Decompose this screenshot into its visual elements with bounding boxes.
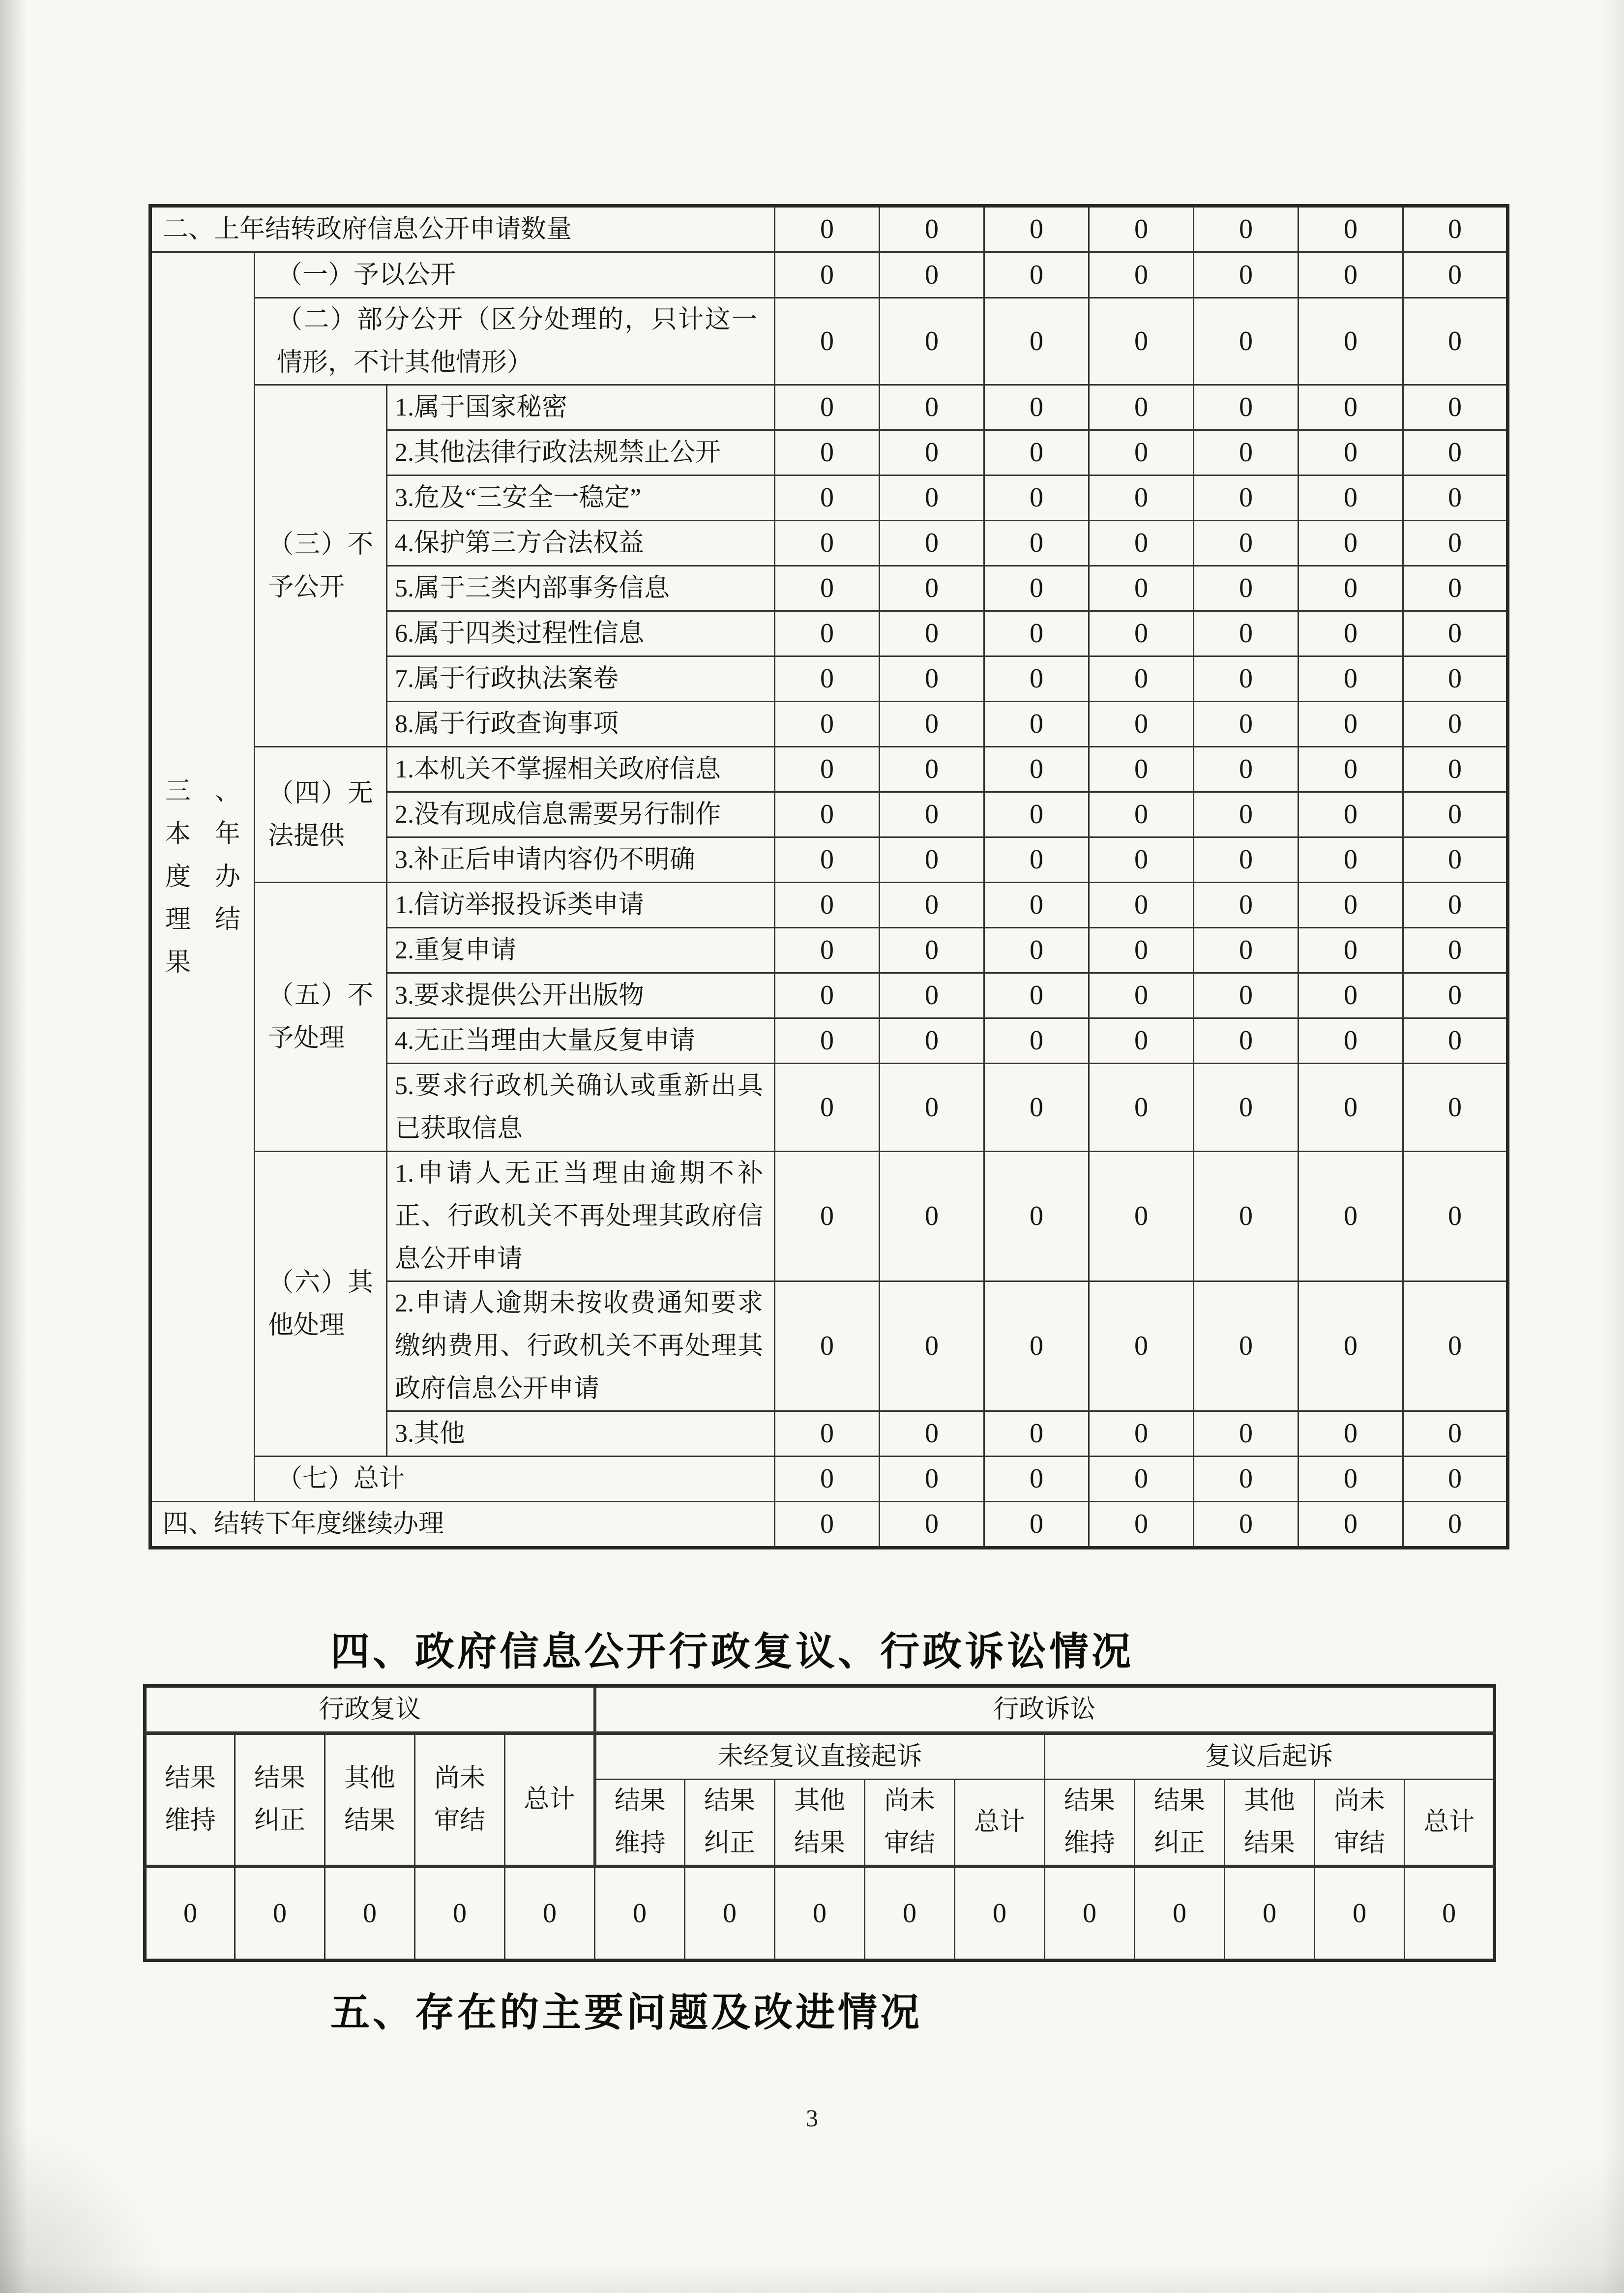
value-cell: 0: [1089, 521, 1194, 566]
column-header: 尚未审结: [1315, 1780, 1405, 1867]
value-cell: 0: [880, 837, 984, 883]
value-cell: 0: [145, 1867, 235, 1961]
value-cell: 0: [880, 611, 984, 656]
section5-heading: 五、存在的主要问题及改进情况: [330, 1991, 922, 2034]
value-cell: 0: [955, 1867, 1045, 1961]
value-cell: 0: [1403, 1152, 1508, 1281]
value-cell: 0: [880, 792, 984, 837]
value-cell: 0: [235, 1867, 325, 1961]
sub-item-label: 1.信访举报投诉类申请: [387, 883, 775, 928]
value-cell: 0: [775, 973, 880, 1018]
value-cell: 0: [984, 1152, 1089, 1281]
column-header: 结果纠正: [685, 1780, 775, 1867]
value-cell: 0: [775, 252, 880, 298]
review-litigation-table: [143, 1684, 1496, 1962]
value-cell: 0: [775, 521, 880, 566]
sub-item-label: 6.属于四类过程性信息: [387, 611, 775, 656]
table-row: [150, 298, 1508, 385]
value-cell: 0: [595, 1867, 685, 1961]
value-cell: 0: [775, 1281, 880, 1411]
value-cell: 0: [984, 702, 1089, 747]
column-header: 结果维持: [595, 1780, 685, 1867]
value-cell: 0: [880, 476, 984, 521]
value-cell: 0: [775, 566, 880, 611]
value-cell: 0: [1403, 476, 1508, 521]
value-cell: 0: [1194, 252, 1299, 298]
value-cell: 0: [1299, 928, 1403, 973]
value-cell: 0: [1299, 1152, 1403, 1281]
value-cell: 0: [1403, 702, 1508, 747]
column-header: 结果纠正: [1135, 1780, 1225, 1867]
table-row: [150, 385, 1508, 430]
value-cell: 0: [1299, 521, 1403, 566]
table-row: [150, 1502, 1508, 1548]
value-cell: 0: [880, 385, 984, 430]
value-cell: 0: [880, 298, 984, 385]
value-cell: 0: [880, 1152, 984, 1281]
value-cell: 0: [1194, 298, 1299, 385]
value-cell: 0: [325, 1867, 415, 1961]
sub-item-label: 1.本机关不掌握相关政府信息: [387, 747, 775, 792]
value-cell: 0: [1089, 1457, 1194, 1502]
value-cell: 0: [880, 1064, 984, 1152]
value-cell: 0: [1089, 1502, 1194, 1548]
value-cell: 0: [1194, 1502, 1299, 1548]
value-cell: 0: [880, 1502, 984, 1548]
value-cell: 0: [1089, 385, 1194, 430]
value-cell: 0: [1299, 747, 1403, 792]
value-cell: 0: [1403, 1411, 1508, 1457]
value-cell: 0: [775, 747, 880, 792]
header-post-review-suit: 复议后起诉: [1045, 1733, 1495, 1780]
value-cell: 0: [1403, 883, 1508, 928]
value-cell: 0: [1315, 1867, 1405, 1961]
value-cell: 0: [1403, 656, 1508, 702]
value-cell: 0: [1299, 1018, 1403, 1064]
row-label-next-carryover: 四、结转下年度继续办理: [150, 1502, 775, 1548]
table-row: [150, 1457, 1508, 1502]
group-label-rejected: （五）不予处理: [255, 883, 387, 1152]
table-row: [150, 206, 1508, 252]
value-cell: 0: [1299, 298, 1403, 385]
column-header: 结果维持: [1045, 1780, 1135, 1867]
group-label-unable: （四）无法提供: [255, 747, 387, 883]
value-cell: 0: [984, 566, 1089, 611]
value-cell: 0: [880, 747, 984, 792]
page-number: 3: [806, 2104, 818, 2132]
value-cell: 0: [984, 792, 1089, 837]
value-cell: 0: [775, 1152, 880, 1281]
value-cell: 0: [775, 611, 880, 656]
value-cell: 0: [1194, 837, 1299, 883]
value-cell: 0: [1089, 206, 1194, 252]
value-cell: 0: [1089, 1018, 1194, 1064]
column-header: 总计: [955, 1780, 1045, 1867]
value-cell: 0: [1194, 1018, 1299, 1064]
value-cell: 0: [1403, 837, 1508, 883]
value-cell: 0: [1299, 1457, 1403, 1502]
value-cell: 0: [984, 430, 1089, 476]
value-cell: 0: [865, 1867, 955, 1961]
value-cell: 0: [1194, 1152, 1299, 1281]
value-cell: 0: [1299, 656, 1403, 702]
value-cell: 0: [1194, 611, 1299, 656]
value-cell: 0: [1194, 747, 1299, 792]
value-cell: 0: [775, 656, 880, 702]
value-cell: 0: [1089, 973, 1194, 1018]
value-cell: 0: [984, 883, 1089, 928]
value-cell: 0: [1194, 206, 1299, 252]
table-row: [150, 747, 1508, 792]
sub-item-label: 2.申请人逾期未按收费通知要求缴纳费用、行政机关不再处理其政府信息公开申请: [387, 1281, 775, 1411]
value-cell: 0: [880, 702, 984, 747]
value-cell: 0: [880, 1411, 984, 1457]
sub-item-label: 3.危及“三安全一稳定”: [387, 476, 775, 521]
value-cell: 0: [1403, 611, 1508, 656]
column-header: 其他结果: [1225, 1780, 1315, 1867]
value-cell: 0: [880, 430, 984, 476]
value-cell: 0: [1194, 973, 1299, 1018]
value-cell: 0: [1194, 928, 1299, 973]
value-cell: 0: [1403, 206, 1508, 252]
value-cell: 0: [1089, 252, 1194, 298]
row-label-granted: （一）予以公开: [255, 252, 775, 298]
value-cell: 0: [775, 385, 880, 430]
value-cell: 0: [1194, 566, 1299, 611]
value-cell: 0: [1403, 928, 1508, 973]
value-cell: 0: [775, 298, 880, 385]
value-cell: 0: [775, 430, 880, 476]
table-header-row: [145, 1686, 1495, 1733]
value-cell: 0: [984, 656, 1089, 702]
value-cell: 0: [1194, 430, 1299, 476]
sub-item-label: 5.要求行政机关确认或重新出具已获取信息: [387, 1064, 775, 1152]
value-cell: 0: [1194, 656, 1299, 702]
value-cell: 0: [984, 521, 1089, 566]
value-cell: 0: [1299, 252, 1403, 298]
value-cell: 0: [775, 702, 880, 747]
value-cell: 0: [1089, 747, 1194, 792]
value-cell: 0: [1089, 883, 1194, 928]
group-label-annual-results: 三、本年度办理结果: [150, 252, 255, 1502]
value-cell: 0: [1299, 1411, 1403, 1457]
value-cell: 0: [1299, 973, 1403, 1018]
value-cell: 0: [1299, 883, 1403, 928]
sub-item-label: 2.重复申请: [387, 928, 775, 973]
value-cell: 0: [880, 521, 984, 566]
value-cell: 0: [1089, 566, 1194, 611]
section4-heading: 四、政府信息公开行政复议、行政诉讼情况: [330, 1630, 1134, 1673]
value-cell: 0: [984, 747, 1089, 792]
table-header-row: [145, 1733, 1495, 1780]
column-header: 结果维持: [145, 1733, 235, 1867]
value-cell: 0: [775, 1064, 880, 1152]
value-cell: 0: [1299, 611, 1403, 656]
row-label-partial: （二）部分公开（区分处理的，只计这一情形，不计其他情形）: [255, 298, 775, 385]
value-cell: 0: [1089, 702, 1194, 747]
sub-item-label: 3.补正后申请内容仍不明确: [387, 837, 775, 883]
value-cell: 0: [1299, 1502, 1403, 1548]
value-cell: 0: [775, 928, 880, 973]
value-cell: 0: [1299, 476, 1403, 521]
sub-item-label: 4.保护第三方合法权益: [387, 521, 775, 566]
sub-item-label: 1.申请人无正当理由逾期不补正、行政机关不再处理其政府信息公开申请: [387, 1152, 775, 1281]
value-cell: 0: [1225, 1867, 1315, 1961]
column-header: 尚未审结: [415, 1733, 505, 1867]
column-header: 尚未审结: [865, 1780, 955, 1867]
value-cell: 0: [1299, 1064, 1403, 1152]
value-cell: 0: [1089, 476, 1194, 521]
value-cell: 0: [984, 611, 1089, 656]
value-cell: 0: [984, 1457, 1089, 1502]
value-cell: 0: [1403, 566, 1508, 611]
row-label-total: （七）总计: [255, 1457, 775, 1502]
value-cell: 0: [880, 928, 984, 973]
group-label-other: （六）其他处理: [255, 1152, 387, 1457]
value-cell: 0: [775, 1502, 880, 1548]
value-cell: 0: [1403, 298, 1508, 385]
sub-item-label: 3.要求提供公开出版物: [387, 973, 775, 1018]
value-cell: 0: [1194, 883, 1299, 928]
value-cell: 0: [1299, 566, 1403, 611]
value-cell: 0: [1089, 611, 1194, 656]
column-header: 总计: [1405, 1780, 1495, 1867]
value-cell: 0: [1194, 702, 1299, 747]
value-cell: 0: [1403, 1018, 1508, 1064]
value-cell: 0: [1403, 1281, 1508, 1411]
value-cell: 0: [1403, 747, 1508, 792]
column-header: 结果纠正: [235, 1733, 325, 1867]
header-direct-suit: 未经复议直接起诉: [595, 1733, 1045, 1780]
value-cell: 0: [1135, 1867, 1225, 1961]
value-cell: 0: [775, 792, 880, 837]
header-administrative-litigation: 行政诉讼: [595, 1686, 1495, 1733]
value-cell: 0: [1403, 430, 1508, 476]
value-cell: 0: [1089, 430, 1194, 476]
value-cell: 0: [505, 1867, 595, 1961]
value-cell: 0: [1194, 385, 1299, 430]
value-cell: 0: [1405, 1867, 1495, 1961]
value-cell: 0: [1403, 1064, 1508, 1152]
value-cell: 0: [880, 566, 984, 611]
sub-item-label: 7.属于行政执法案卷: [387, 656, 775, 702]
value-cell: 0: [1089, 298, 1194, 385]
value-cell: 0: [1089, 792, 1194, 837]
value-cell: 0: [1194, 1457, 1299, 1502]
value-cell: 0: [1403, 973, 1508, 1018]
sub-item-label: 2.其他法律行政法规禁止公开: [387, 430, 775, 476]
value-cell: 0: [880, 206, 984, 252]
value-cell: 0: [880, 1457, 984, 1502]
value-cell: 0: [984, 837, 1089, 883]
value-cell: 0: [1403, 1457, 1508, 1502]
value-cell: 0: [1089, 656, 1194, 702]
value-cell: 0: [984, 973, 1089, 1018]
value-cell: 0: [1299, 206, 1403, 252]
value-cell: 0: [1194, 476, 1299, 521]
value-cell: 0: [880, 883, 984, 928]
annual-processing-table: [148, 204, 1509, 1549]
header-administrative-review: 行政复议: [145, 1686, 595, 1733]
group-label-denied: （三）不予公开: [255, 385, 387, 747]
sub-item-label: 3.其他: [387, 1411, 775, 1457]
value-cell: 0: [880, 1018, 984, 1064]
value-cell: 0: [775, 476, 880, 521]
value-cell: 0: [984, 252, 1089, 298]
value-cell: 0: [880, 656, 984, 702]
table-row: [150, 1152, 1508, 1281]
table-row: [150, 883, 1508, 928]
value-cell: 0: [775, 1018, 880, 1064]
value-cell: 0: [775, 206, 880, 252]
value-cell: 0: [1403, 252, 1508, 298]
value-cell: 0: [1045, 1867, 1135, 1961]
value-cell: 0: [1194, 1064, 1299, 1152]
value-cell: 0: [984, 1502, 1089, 1548]
value-cell: 0: [1403, 792, 1508, 837]
value-cell: 0: [1089, 1064, 1194, 1152]
value-cell: 0: [1089, 1411, 1194, 1457]
sub-item-label: 1.属于国家秘密: [387, 385, 775, 430]
value-cell: 0: [775, 883, 880, 928]
row-label-prev-carryover: 二、上年结转政府信息公开申请数量: [150, 206, 775, 252]
value-cell: 0: [984, 206, 1089, 252]
value-cell: 0: [984, 1064, 1089, 1152]
value-cell: 0: [984, 476, 1089, 521]
value-cell: 0: [1194, 521, 1299, 566]
column-header: 其他结果: [325, 1733, 415, 1867]
value-cell: 0: [984, 1281, 1089, 1411]
table-row: [150, 252, 1508, 298]
value-cell: 0: [1194, 1281, 1299, 1411]
value-cell: 0: [880, 252, 984, 298]
column-header: 其他结果: [775, 1780, 865, 1867]
value-cell: 0: [984, 298, 1089, 385]
value-cell: 0: [1403, 385, 1508, 430]
value-cell: 0: [1299, 837, 1403, 883]
value-cell: 0: [984, 1018, 1089, 1064]
value-cell: 0: [984, 928, 1089, 973]
value-cell: 0: [984, 385, 1089, 430]
value-cell: 0: [1403, 1502, 1508, 1548]
value-cell: 0: [880, 973, 984, 1018]
value-cell: 0: [1299, 792, 1403, 837]
value-cell: 0: [1299, 702, 1403, 747]
value-cell: 0: [1299, 430, 1403, 476]
value-cell: 0: [415, 1867, 505, 1961]
value-cell: 0: [1299, 385, 1403, 430]
value-cell: 0: [1403, 521, 1508, 566]
sub-item-label: 5.属于三类内部事务信息: [387, 566, 775, 611]
value-cell: 0: [775, 1457, 880, 1502]
value-cell: 0: [1194, 1411, 1299, 1457]
value-cell: 0: [775, 1411, 880, 1457]
value-cell: 0: [1089, 928, 1194, 973]
value-cell: 0: [1089, 837, 1194, 883]
value-cell: 0: [1299, 1281, 1403, 1411]
sub-item-label: 2.没有现成信息需要另行制作: [387, 792, 775, 837]
value-cell: 0: [775, 1867, 865, 1961]
value-cell: 0: [775, 837, 880, 883]
value-cell: 0: [984, 1411, 1089, 1457]
value-cell: 0: [1089, 1281, 1194, 1411]
sub-item-label: 8.属于行政查询事项: [387, 702, 775, 747]
table-data-row: [145, 1867, 1495, 1961]
value-cell: 0: [685, 1867, 775, 1961]
value-cell: 0: [1089, 1152, 1194, 1281]
sub-item-label: 4.无正当理由大量反复申请: [387, 1018, 775, 1064]
column-header: 总计: [505, 1733, 595, 1867]
value-cell: 0: [1194, 792, 1299, 837]
value-cell: 0: [880, 1281, 984, 1411]
